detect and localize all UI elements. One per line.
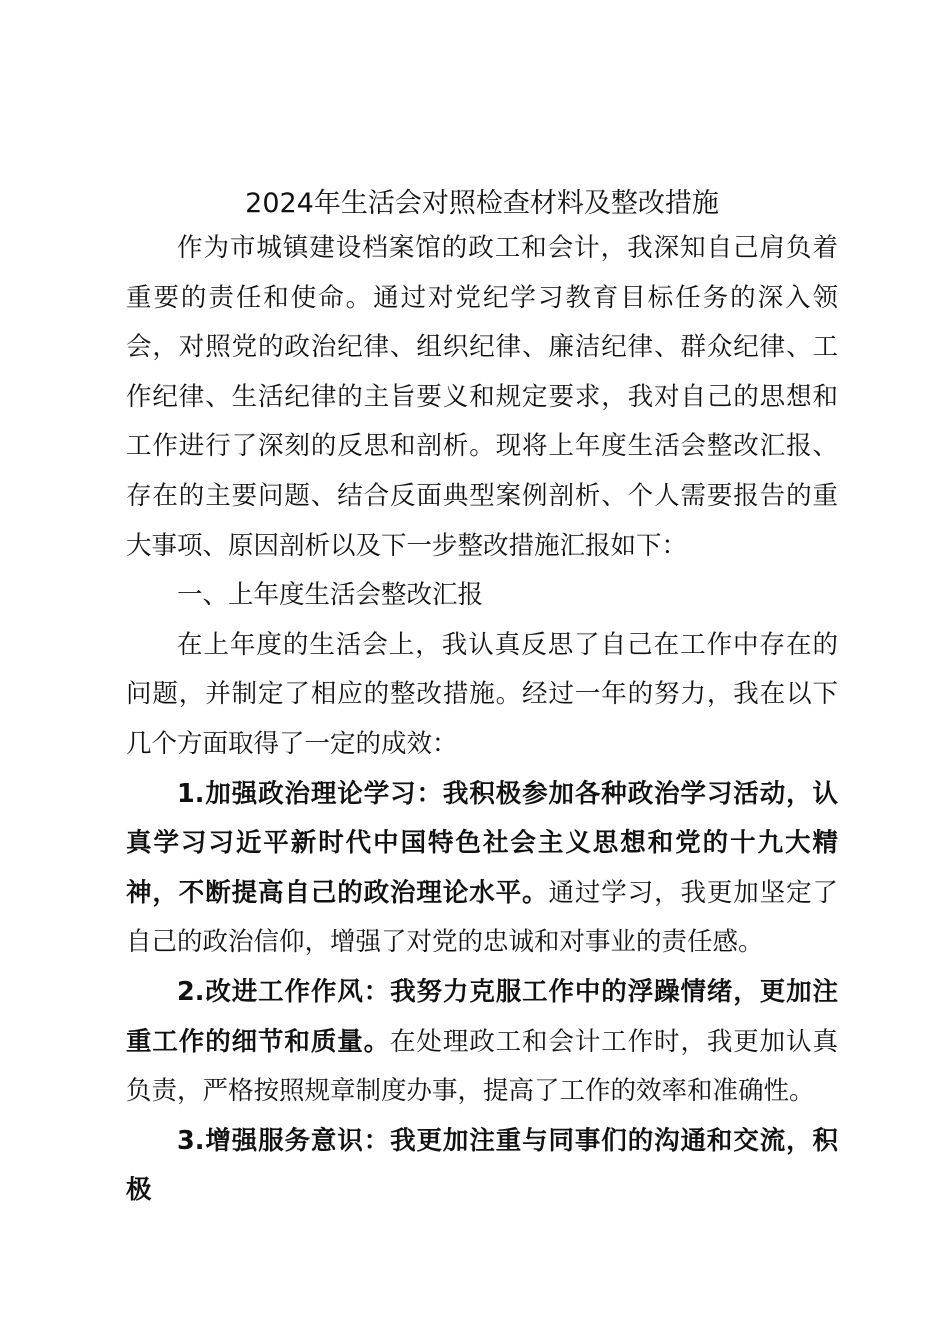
item-lead: 3.增强服务意识：我更加注重与同事们的沟通和交流，积极 [126, 1125, 838, 1206]
list-item [126, 770, 838, 968]
section-heading: 一、上年度生活会整改汇报 [177, 580, 484, 611]
list-item [126, 968, 838, 1117]
section-intro-paragraph: 在上年度的生活会上，我认真反思了自己在工作中存在的问题，并制定了相应的整改措施。经过一年的努力，我在以下几个方面取得了一定的成效： [126, 629, 838, 759]
item-lead: 2.改进工作作风：我努力克服工作中的浮躁情绪，更加注重工作的细节和质量。 [126, 976, 838, 1057]
document-title: 2024年生活会对照检查材料及整改措施 [245, 188, 719, 219]
item-body: 在处理政工和会计工作时，我更加认真负责，严格按照规章制度办事，提高了工作的效率和准确性。 [126, 1026, 838, 1107]
item-lead: 1.加强政治理论学习：我积极参加各种政治学习活动，认真学习习近平新时代中国特色社会主义思想和党的十九大精神，不断提高自己的政治理论水平。 [126, 778, 838, 908]
document-page [126, 184, 838, 1216]
item-body: 通过学习，我更加坚定了自己的政治信仰，增强了对党的忠诚和对事业的责任感。 [126, 877, 838, 958]
intro-paragraph: 作为市城镇建设档案馆的政工和会计，我深知自己肩负着重要的责任和使命。通过对党纪学习教育目标任务的深入领会，对照党的政治纪律、组织纪律、廉洁纪律、群众纪律、工作纪律、生活纪律的主旨要义和规定要求，我对自己的思想和工作进行了深刻的反思和剖析。现将上年度生活会整改汇报、存在的主要问题、结合反面典型案例剖析、个人需要报告的重大事项、原因剖析以及下一步整改措施汇报如下： [126, 233, 838, 561]
list-item [126, 1117, 838, 1216]
